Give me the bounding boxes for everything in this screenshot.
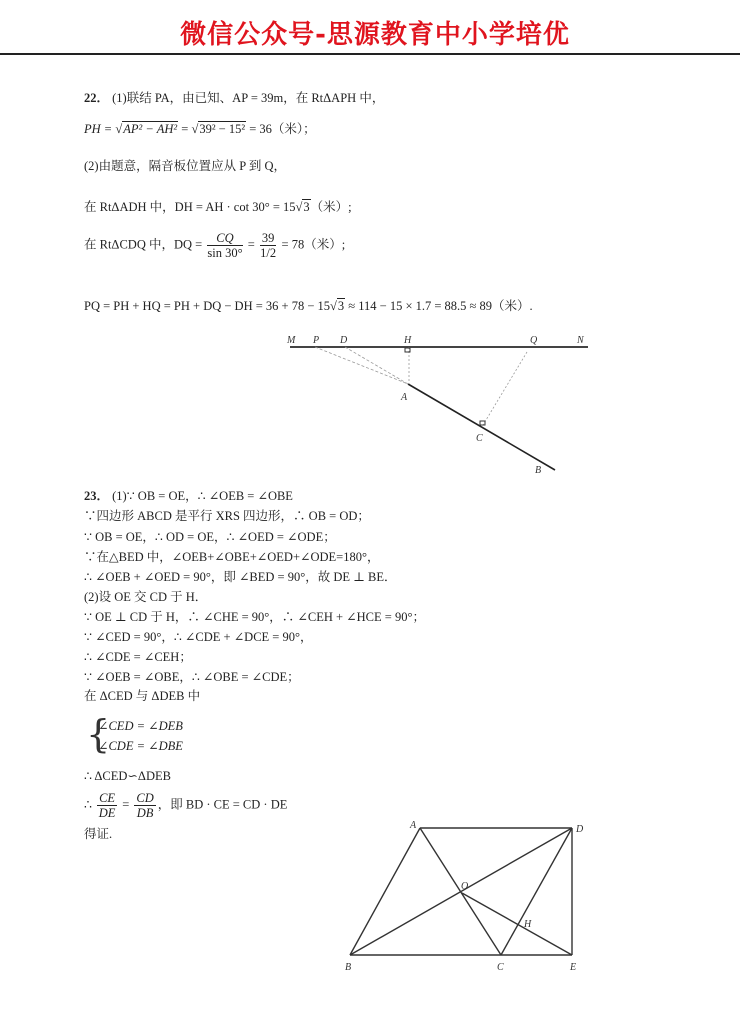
label-D2: D (576, 824, 584, 835)
label-Q: Q (530, 335, 538, 346)
q23-line-5: ∴ ∠OEB + ∠OED = 90°，即 ∠BED = 90°，故 DE ⊥ BE． (84, 570, 397, 584)
q23-line-9: ∴ ∠CDE = ∠CEH； (84, 650, 192, 664)
q22-line-3: (2)由题意，隔音板位置应从 P 到 Q， (84, 159, 286, 173)
q22-line-6: PQ = PH + HQ = PH + DQ − DH = 36 + 78 − 15√3 ≈ 114 − 15 × 1.7 = 88.5 ≈ 89（米）. (84, 299, 533, 313)
label-B: B (535, 465, 542, 476)
q23-number: 23． (84, 489, 110, 503)
q23-line-12: ∴ ΔCED∽ΔDEB (84, 769, 171, 783)
label-A2: A (410, 820, 417, 831)
label-C2: C (497, 962, 504, 973)
brace-symbol: { (86, 712, 111, 756)
label-H2: H (524, 919, 532, 930)
label-B2: B (345, 962, 352, 973)
label-P: P (313, 335, 320, 346)
q23-line-10: ∵ ∠OEB = ∠OBE，∴ ∠OBE = ∠CDE； (84, 670, 300, 684)
label-D: D (340, 335, 348, 346)
label-A: A (401, 392, 408, 403)
q22-line-4: 在 RtΔADH 中，DH = AH · cot 30° = 15√3（米）; (84, 200, 352, 214)
fraction: $\frac{CD}{DB}$ (136, 791, 154, 820)
fraction: $\frac{CQ}{\sin 30^\circ}$ (207, 231, 243, 260)
q23-line-2: ∵四边形 ABCD 是平行 XRS 四边形，∴ OB = OD； (84, 509, 370, 523)
header-title: 微信公众号-思源教育中小学培优 (180, 20, 570, 50)
label-O: O (461, 881, 469, 892)
q23-line-7: ∵ OE ⊥ CD 于 H，∴ ∠CHE = 90°，∴ ∠CEH + ∠HCE = 90°； (84, 610, 425, 624)
q23-line-6: (2)设 OE 交 CD 于 H． (84, 590, 208, 604)
fraction: $\frac{39}{1/2}$ (260, 231, 277, 260)
q23-line-3: ∵ OB = OE，∴ OD = OE，∴ ∠OED = ∠ODE； (84, 530, 336, 544)
q23-line-11: 在 ΔCED 与 ΔDEB 中 (84, 689, 201, 703)
q23-line-8: ∵ ∠CED = 90°，∴ ∠CDE + ∠DCE = 90°， (84, 630, 313, 644)
q23-line-4: ∵在△BED 中，∠OEB+∠OBE+∠OED+∠ODE=180°， (84, 550, 380, 564)
q23-line-1: 23． (1)∵ OB = OE，∴ ∠OEB = ∠OBE (84, 489, 293, 503)
q22-line-2: PH = √AP² − AH² = √39² − 15² = 36（米）； (84, 122, 316, 136)
q22-line-5: 在 RtΔCDQ 中，DQ = $\frac{CQ}{\sin 30^\circ}$ = $\frac{39}{1/2}$ = 78（米）; (84, 231, 346, 260)
q22-number: 22． (84, 91, 110, 105)
label-N: N (577, 335, 584, 346)
label-E: E (570, 962, 577, 973)
figure-2-diagram (345, 820, 584, 973)
fraction: $\frac{CE}{DE}$ (98, 791, 116, 820)
label-M: M (287, 335, 296, 346)
label-H: H (404, 335, 412, 346)
q23-line-13: ∴ $\frac{CE}{DE}$ = $\frac{CD}{DB}$ ，即 BD · CE = CD · DE (84, 791, 288, 820)
q22-text-1: (1)联结 PA，由已知、AP = 39m，在 RtΔAPH 中， (112, 91, 385, 105)
q23-line-14: 得证. (84, 827, 113, 841)
label-C: C (476, 433, 483, 444)
